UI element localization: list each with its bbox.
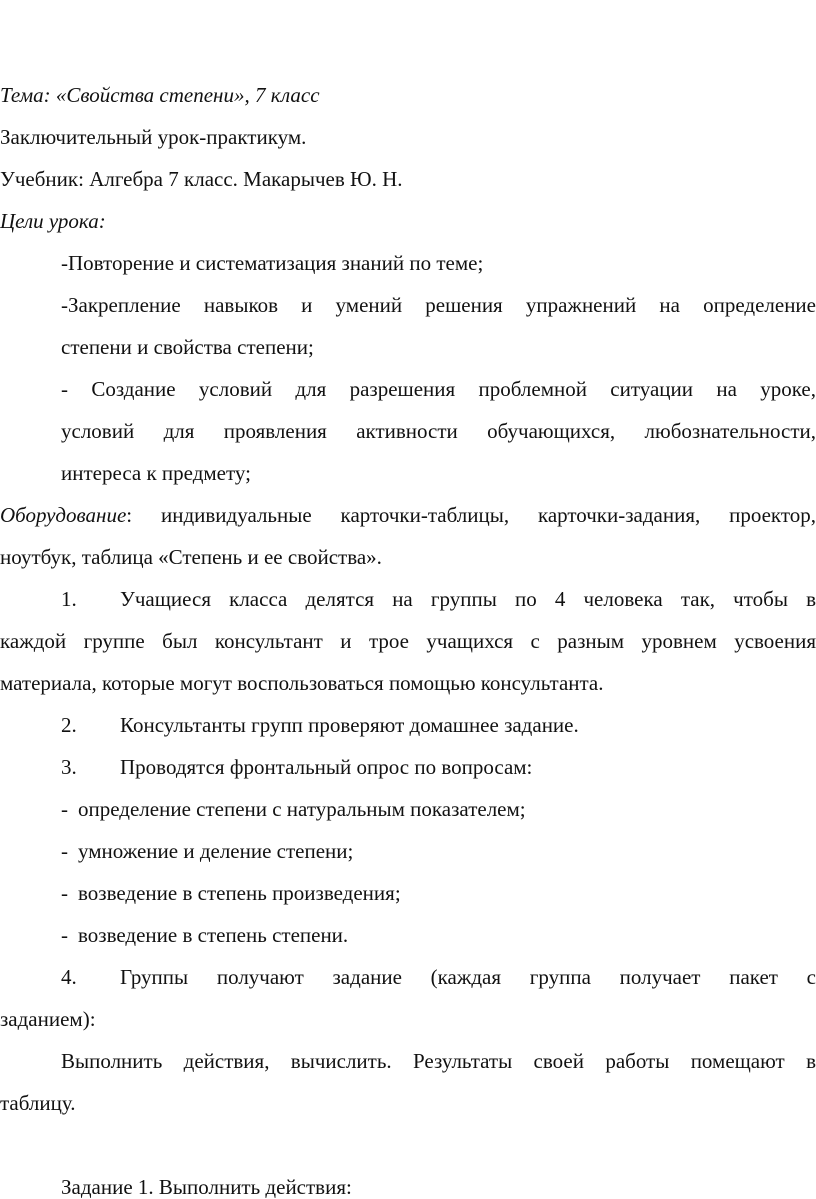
question-item (61, 883, 401, 904)
step-text: Учащиеся класса делятся на группы по 4 человека так, чтобы в (120, 587, 816, 611)
step-text-continued: материала, которые могут воспользоваться помощью консультанта. (0, 671, 604, 695)
goal-item: - Создание условий для разрешения проблемной ситуации на уроке, (61, 377, 816, 401)
equipment-text-continued: ноутбук, таблица «Степень и ее свойства». (0, 545, 382, 569)
step-item (61, 589, 816, 610)
textbook-info: Учебник: Алгебра 7 класс. Макарычев Ю. Н. (0, 167, 403, 191)
goal-item-continued: степени и свойства степени; (61, 335, 314, 359)
question-text: возведение в степень произведения; (78, 881, 401, 905)
question-text: определение степени с натуральным показателем; (78, 797, 526, 821)
step-text-continued: заданием): (0, 1007, 96, 1031)
instruction-text-continued: таблицу. (0, 1091, 76, 1115)
equipment-line (0, 505, 816, 526)
lesson-type: Заключительный урок-практикум. (0, 125, 307, 149)
step-text: Группы получают задание (каждая группа получает пакет с (120, 965, 816, 989)
step-text: Проводятся фронтальный опрос по вопросам: (120, 755, 533, 779)
step-number: 3. (61, 755, 77, 779)
goal-item-continued: интереса к предмету; (61, 461, 251, 485)
step-item (61, 967, 816, 988)
goal-item-continued: условий для проявления активности обучающихся, любознательности, (61, 419, 816, 443)
question-text: возведение в степень степени. (78, 923, 349, 947)
goals-heading: Цели урока: (0, 209, 106, 233)
question-item (61, 799, 526, 820)
question-dash: - (61, 797, 68, 821)
instruction-text: Выполнить действия, вычислить. Результаты своей работы помещают в (61, 1049, 816, 1073)
step-item (61, 715, 579, 736)
lesson-topic: Тема: «Свойства степени», 7 класс (0, 83, 320, 107)
step-text-continued: каждой группе был консультант и трое учащихся с разным уровнем усвоения (0, 629, 816, 653)
question-dash: - (61, 839, 68, 863)
step-number: 4. (61, 965, 77, 989)
goal-item: -Закрепление навыков и умений решения упражнений на определение (61, 293, 816, 317)
equipment-label: Оборудование (0, 503, 127, 527)
goal-item: -Повторение и систематизация знаний по теме; (61, 251, 484, 275)
question-dash: - (61, 881, 68, 905)
equipment-text: : индивидуальные карточки-таблицы, карточки-задания, проектор, (126, 503, 816, 527)
step-text: Консультанты групп проверяют домашнее задание. (120, 713, 579, 737)
step-item (61, 757, 532, 778)
question-text: умножение и деление степени; (78, 839, 354, 863)
task-heading: Задание 1. Выполнить действия: (61, 1175, 352, 1199)
step-number: 1. (61, 587, 77, 611)
question-item (61, 925, 348, 946)
question-dash: - (61, 923, 68, 947)
question-item (61, 841, 353, 862)
step-number: 2. (61, 713, 77, 737)
